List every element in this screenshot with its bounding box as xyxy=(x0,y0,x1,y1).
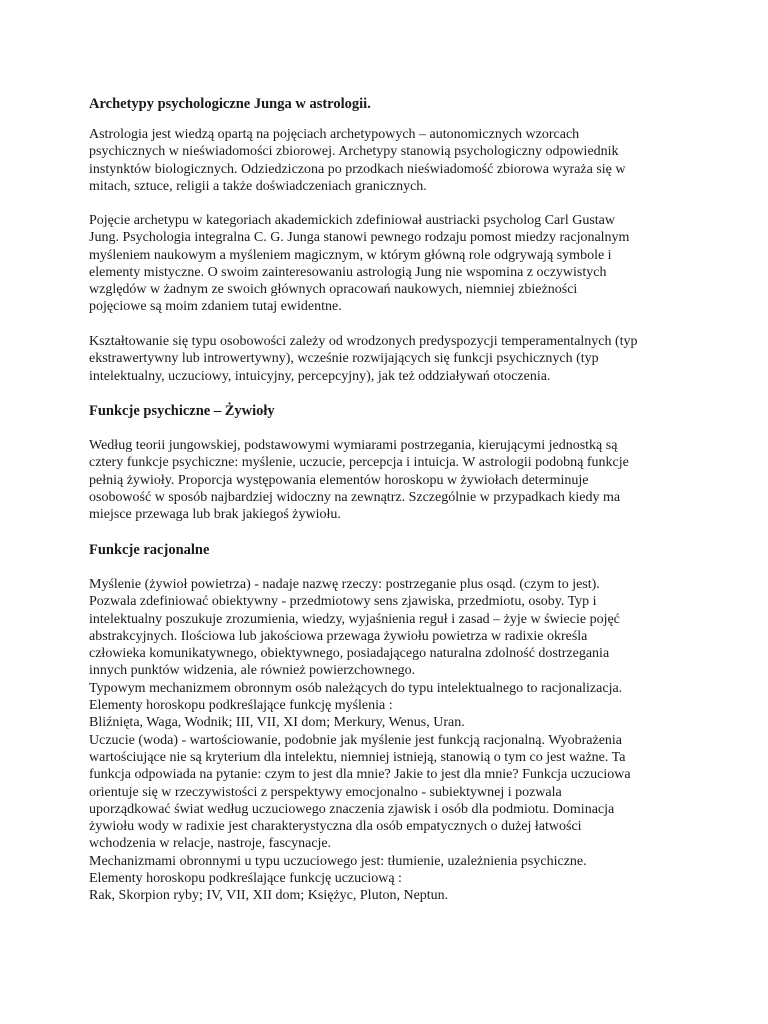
text-line: abstrakcyjnych. Ilościowa lub jakościowa przewaga żywiołu powietrza w radixie określa xyxy=(89,628,588,644)
text-line: Pojęcie archetypu w kategoriach akademickich zdefiniował austriacki psycholog Carl Gustaw xyxy=(89,213,615,228)
text-line: miejsce przewaga lub brak jakiegoś żywiołu. xyxy=(89,507,341,523)
text-line: instynktów biologicznych. Odziedziczona po przodkach nieświadomość zbiorowa wyraża się w xyxy=(89,161,626,177)
text-line: orientuje się w rzeczywistości z perspektywy emocjonalno - subiektywnej i pozwala xyxy=(89,784,562,800)
text-line: Typowym mechanizmem obronnym osób należących do typu intelektualnego to racjonalizacja. xyxy=(89,680,623,696)
text-line: funkcja odpowiada na pytanie: czym to jest dla mnie? Jakie to jest dla mnie? Funkcja uczuciowa xyxy=(89,767,631,783)
text-line: psychicznych w nieświadomości zbiorowej. Archetypy stanowią psychologiczny odpowiednik xyxy=(89,144,619,160)
text-line: Astrologia jest wiedzą opartą na pojęciach archetypowych – autonomicznych wzorcach xyxy=(89,127,580,142)
text-line: elementy mistyczne. O swoim zainteresowaniu astrologią Jung nie wspomina z oczywistych xyxy=(89,264,607,280)
paragraph-astrology xyxy=(89,126,689,195)
text-line: myśleniem naukowym a myśleniem magicznym, w którym główną role odgrywają symbole i xyxy=(89,247,612,263)
text-line: Myślenie (żywioł powietrza) - nadaje nazwę rzeczy: postrzeganie plus osąd. (czym to jest). xyxy=(89,577,600,592)
text-line: Kształtowanie się typu osobowości zależy od wrodzonych predyspozycji temperamentalnych (typ xyxy=(89,334,638,349)
text-line: cztery funkcje psychiczne: myślenie, uczucie, percepcja i intuicja. W astrologii podobną funkcje xyxy=(89,455,629,471)
text-line: Mechanizmami obronnymi u typu uczuciowego jest: tłumienie, uzależnienia psychiczne. xyxy=(89,853,587,869)
section-heading-psychic-functions: Funkcje psychiczne – Żywioły xyxy=(89,403,275,419)
text-line: Rak, Skorpion ryby; IV, VII, XII dom; Księżyc, Pluton, Neptun. xyxy=(89,888,449,904)
text-line: ekstrawertywny lub introwertywny), wcześnie rozwijających się funkcji psychicznych (typ xyxy=(89,351,599,367)
text-line: uporządkować świat według uczuciowego znaczenia zjawisk i osób dla podmiotu. Dominacja xyxy=(89,801,615,817)
text-line: pojęciowe są moim zdaniem tutaj ewidentne. xyxy=(89,299,342,315)
paragraph-rational-functions xyxy=(89,576,689,905)
text-line: osobowość w sposób najbardziej widoczny na zewnątrz. Szczególnie w przypadkach kiedy ma xyxy=(89,489,621,505)
paragraph-psychic-functions xyxy=(89,437,689,523)
text-line: człowieka komunikatywnego, obiektywnego, posiadającego naturalna zdolność dostrzegania xyxy=(89,646,610,662)
text-line: względów w żadnym ze swoich głównych opracowań naukowych, niemniej zbieżności xyxy=(89,282,578,298)
text-line: wchodzenia w relacje, nastroje, fascynacje. xyxy=(89,836,332,852)
text-line: Bliźnięta, Waga, Wodnik; III, VII, XI dom; Merkury, Wenus, Uran. xyxy=(89,715,465,731)
text-line: intelektualny, uczuciowy, intuicyjny, percepcyjny), jak też oddziaływań otoczenia. xyxy=(89,368,551,384)
text-line: wartościujące nie są kryterium dla intelektu, niemniej istnieją, stanowią o tym co jest ważne. Ta xyxy=(89,749,626,765)
text-line: Pozwala zdefiniować obiektywny - przedmiotowy sens zjawiska, przedmiotu, osoby. Typ i xyxy=(89,594,597,610)
text-line: Elementy horoskopu podkreślające funkcję myślenia : xyxy=(89,698,393,714)
text-line: Jung. Psychologia integralna C. G. Junga stanowi pewnego rodzaju pomost miedzy racjonalnym xyxy=(89,230,630,246)
paragraph-archetype xyxy=(89,212,689,316)
section-heading-rational-functions: Funkcje racjonalne xyxy=(89,542,210,558)
text-line: pełnią żywioły. Proporcja występowania elementów horoskopu w żywiołach determinuje xyxy=(89,472,589,488)
text-line: żywiołu wody w radixie jest charakterystyczna dla osób empatycznych o dużej łatwości xyxy=(89,819,582,835)
text-line: Elementy horoskopu podkreślające funkcję uczuciową : xyxy=(89,871,402,887)
paragraph-personality xyxy=(89,333,689,385)
text-line: intelektualny poszukuje zrozumienia, wiedzy, wyjaśnienia reguł i zasad – żyje w świecie pojęć xyxy=(89,611,620,627)
document-title: Archetypy psychologiczne Junga w astrologii. xyxy=(89,96,371,112)
text-line: Uczucie (woda) - wartościowanie, podobnie jak myślenie jest funkcją racjonalną. Wyobrażenia xyxy=(89,732,623,748)
text-line: Według teorii jungowskiej, podstawowymi wymiarami postrzegania, kierującymi jednostką są xyxy=(89,438,618,453)
text-line: innych punktów widzenia, ale również powierzchownego. xyxy=(89,663,416,679)
text-line: mitach, sztuce, religii a także doświadczeniach granicznych. xyxy=(89,178,427,194)
